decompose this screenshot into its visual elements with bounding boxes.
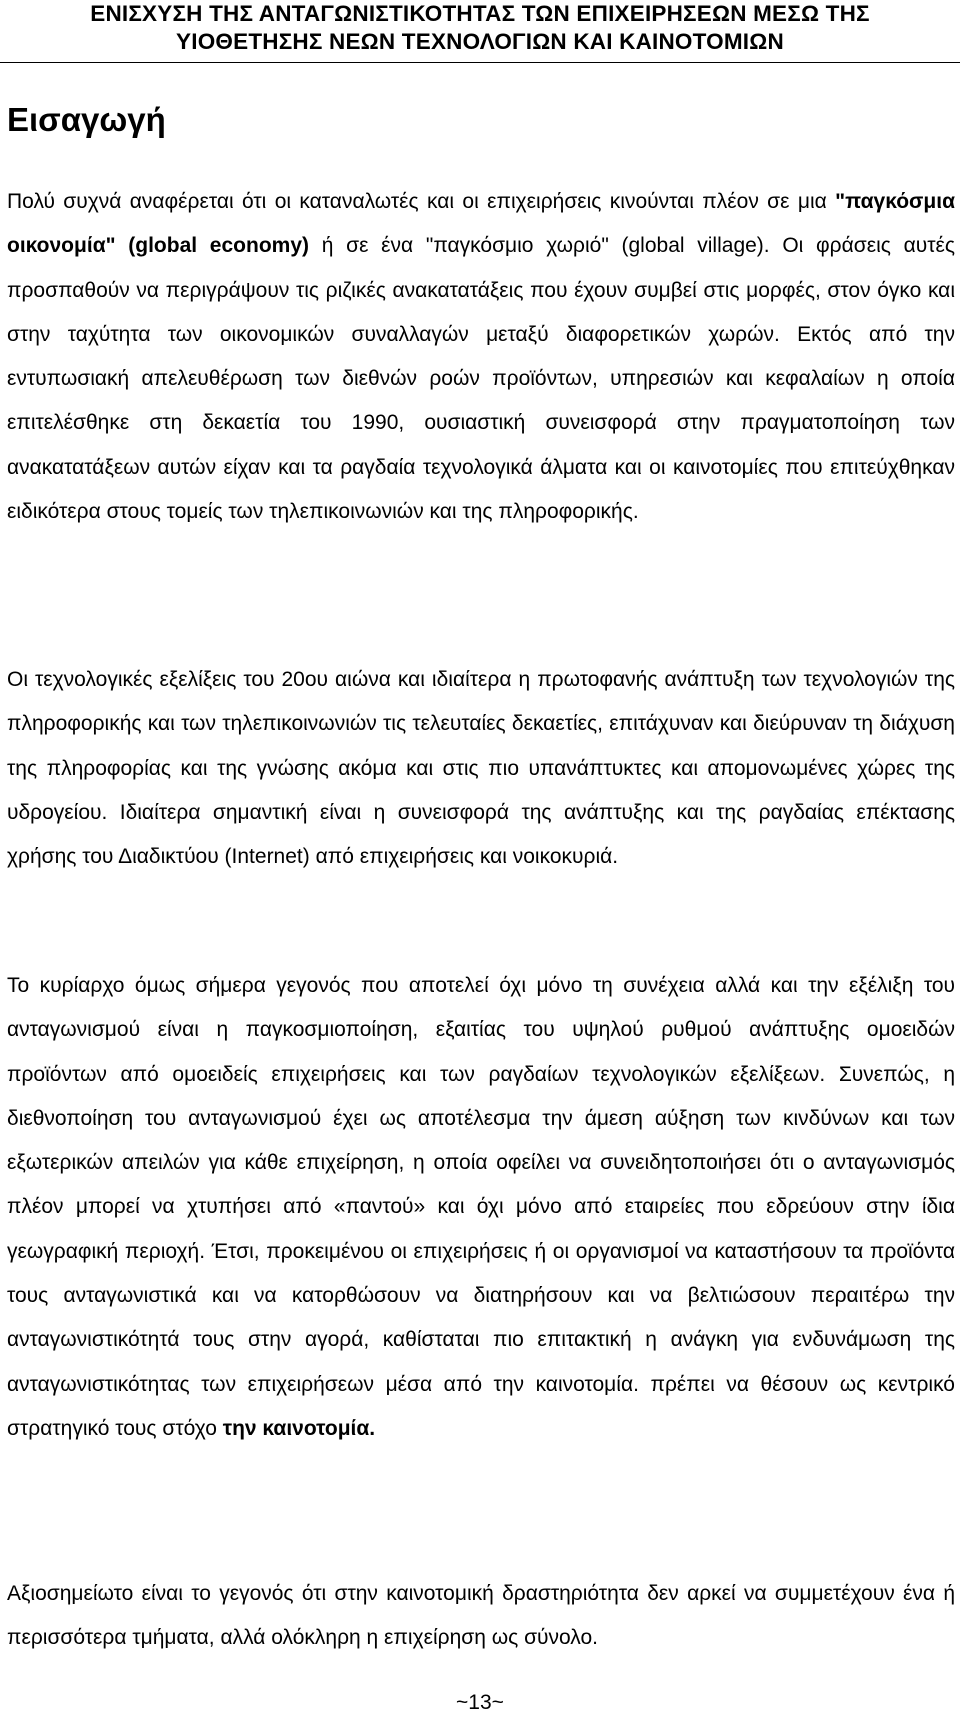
paragraph-1-bold-phrase: "παγκόσμια οικονομία" (global economy) (7, 190, 955, 258)
paragraph-4: Αξιοσημείωτο είναι το γεγονός ότι στην καινοτομική δραστηριότητα δεν αρκεί να συμμετέχουν ένα ή περισσότερα τμήματα, αλλά ολόκληρη η επιχείρηση ως σύνολο. (7, 1582, 955, 1650)
paragraph-2: Οι τεχνολογικές εξελίξεις του 20ου αιώνα και ιδιαίτερα η πρωτοφανής ανάπτυξη των τεχνολογιών της πληροφορικής και των τηλεπικοινωνιών τις τελευταίες δεκαετίες, επιτάχυναν και διεύρυναν τη διάχυση της πληροφορίας και της γνώσης ακόμα και στις πιο υπανάπτυκτες και απομονωμένες χώρες της υδρογείου. Ιδιαίτερα σημαντική είναι η συνεισφορά της ανάπτυξης και της ραγδαίας επέκτασης χρήσης του Διαδικτύου (Internet) από επιχειρήσεις και νοικοκυριά. (7, 668, 955, 869)
paragraph-3 (7, 964, 955, 1451)
paragraph-3-text: Το κυρίαρχο όμως σήμερα γεγονός που αποτελεί όχι μόνο τη συνέχεια αλλά και την εξέλιξη του ανταγωνισμού είναι η παγκοσμιοποίηση, εξαιτίας του υψηλού ρυθμού ανάπτυξης ομοειδών προϊόντων από ομοειδείς επιχειρήσεις και των ραγδαίων τεχνολογικών εξελίξεων. Συνεπώς, η διεθνοποίηση του ανταγωνισμού έχει ως αποτέλεσμα την άμεση αύξηση των κινδύνων και των εξωτερικών απειλών για κάθε επιχείρηση, η οποία οφείλει να συνειδητοποιήσει ότι ο ανταγωνισμός πλέον μπορεί να χτυπήσει από «παντού» και όχι μόνο από εταιρείες που εδρεύουν στην ίδια γεωγραφική περιοχή. Έτσι, προκειμένου οι επιχειρήσεις ή οι οργανισμοί να καταστήσουν τα προϊόντα τους ανταγωνιστικά και να κατορθώσουν να διατηρήσουν και να βελτιώσουν περαιτέρω την ανταγωνιστικότητά τους στην αγορά, καθίσταται πιο επιτακτική η ανάγκη για ενδυνάμωση της ανταγωνιστικότητας των επιχειρήσεων μέσα από την καινοτομία. πρέπει να θέσουν ως κεντρικό στρατηγικό τους στόχο (7, 974, 955, 1440)
running-header (0, 0, 960, 56)
paragraph-1 (7, 180, 955, 534)
header-rule (0, 62, 960, 63)
paragraph-1-rest: ή σε ένα "παγκόσμιο χωριό" (global village). Οι φράσεις αυτές προσπαθούν να περιγράψουν τις ριζικές ανακατατάξεις που έχουν συμβεί στις μορφές, στον όγκο και στην ταχύτητα των οικονομικών συναλλαγών μεταξύ διαφορετικών χωρών. Εκτός από την εντυπωσιακή απελευθέρωση των διεθνών ροών προϊόντων, υπηρεσιών και κεφαλαίων η οποία επιτελέσθηκε στη δεκαετία του 1990, ουσιαστική συνεισφορά στην πραγματοποίηση των ανακατατάξεων αυτών είχαν και τα ραγδαία τεχνολογικά άλματα και οι καινοτομίες που επιτεύχθηκαν ειδικότερα στους τομείς των τηλεπικοινωνιών και της πληροφορικής. (7, 234, 955, 524)
page-number: ~13~ (456, 1691, 504, 1714)
paragraph-3-bold-phrase: την καινοτομία. (222, 1416, 376, 1440)
paragraph-1-intro: Πολύ συχνά αναφέρεται ότι οι καταναλωτές και οι επιχειρήσεις κινούνται πλέον σε μια (7, 190, 836, 213)
running-header-line-1: ΕΝΙΣΧΥΣΗ ΤΗΣ ΑΝΤΑΓΩΝΙΣΤΙΚΟΤΗΤΑΣ ΤΩΝ ΕΠΙΧΕΙΡΗΣΕΩΝ ΜΕΣΩ ΤΗΣ (90, 1, 870, 26)
section-title: Εισαγωγή (7, 101, 166, 138)
running-header-line-2: ΥΙΟΘΕΤΗΣΗΣ ΝΕΩΝ ΤΕΧΝΟΛΟΓΙΩΝ ΚΑΙ ΚΑΙΝΟΤΟΜΙΩΝ (176, 29, 784, 54)
